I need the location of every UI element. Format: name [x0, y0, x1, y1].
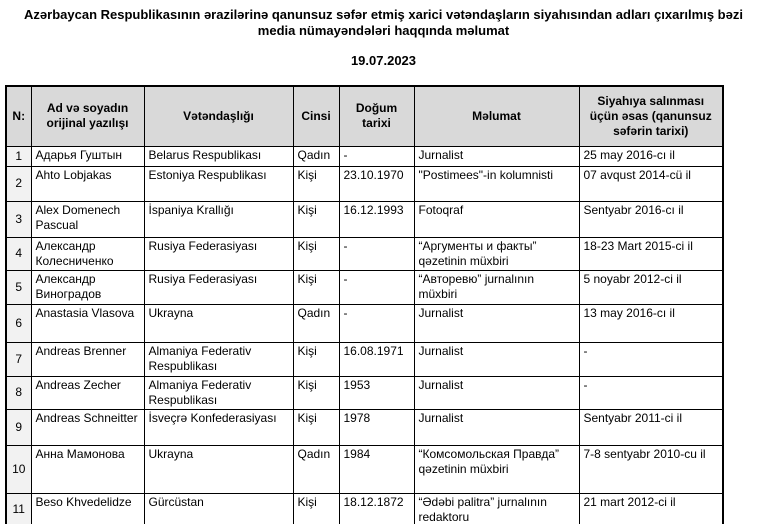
table-row [6, 493, 723, 524]
cell-gender: Kişi [293, 166, 339, 201]
cell-info: “Ədəbi palitra” jurnalının redaktoru [414, 493, 579, 524]
table-row [6, 342, 723, 376]
cell-gender: Kişi [293, 409, 339, 445]
cell-n: 9 [6, 409, 31, 445]
cell-gender: Qadın [293, 146, 339, 166]
cell-gender: Kişi [293, 493, 339, 524]
cell-dob: - [339, 237, 414, 270]
cell-info: “Комсомольская Правда” qəzetinin müxbiri [414, 445, 579, 493]
cell-gender: Kişi [293, 237, 339, 270]
column-header-name: Ad və soyadın orijinal yazılışı [31, 86, 144, 146]
cell-basis: - [579, 376, 723, 409]
cell-n: 3 [6, 201, 31, 237]
cell-dob: - [339, 270, 414, 304]
cell-dob: 1984 [339, 445, 414, 493]
document-date: 19.07.2023 [350, 53, 417, 68]
cell-citizenship: Estoniya Respublikası [144, 166, 293, 201]
table-row [6, 201, 723, 237]
cell-info: “Авторевю” jurnalının müxbiri [414, 270, 579, 304]
cell-dob: - [339, 304, 414, 342]
cell-dob: 16.12.1993 [339, 201, 414, 237]
cell-info: “Аргументы и факты” qəzetinin müxbiri [414, 237, 579, 270]
cell-info: Jurnalist [414, 376, 579, 409]
cell-info: Jurnalist [414, 146, 579, 166]
cell-name: Anastasia Vlasova [31, 304, 144, 342]
cell-gender: Qadın [293, 445, 339, 493]
cell-name: Andreas Brenner [31, 342, 144, 376]
table-row [6, 376, 723, 409]
cell-basis: Sentyabr 2011-ci il [579, 409, 723, 445]
cell-basis: - [579, 342, 723, 376]
cell-n: 10 [6, 445, 31, 493]
table-row [6, 445, 723, 493]
cell-gender: Kişi [293, 376, 339, 409]
cell-n: 7 [6, 342, 31, 376]
cell-info: Jurnalist [414, 304, 579, 342]
cell-citizenship: Ukrayna [144, 445, 293, 493]
media-representatives-table [5, 85, 724, 524]
cell-info: Fotoqraf [414, 201, 579, 237]
cell-n: 5 [6, 270, 31, 304]
table-row [6, 270, 723, 304]
cell-basis: 18-23 Mart 2015-ci il [579, 237, 723, 270]
cell-name: Александр Колесниченко [31, 237, 144, 270]
table-row [6, 146, 723, 166]
cell-dob: 16.08.1971 [339, 342, 414, 376]
table-row [6, 237, 723, 270]
table-row [6, 409, 723, 445]
cell-basis: 21 mart 2012-ci il [579, 493, 723, 524]
table-row [6, 304, 723, 342]
cell-basis: 5 noyabr 2012-ci il [579, 270, 723, 304]
document-title: Azərbaycan Respublikasının ərazilərinə qanunsuz səfər etmiş xarici vətəndaşların siyahısından adları çıxarılmış bəzi media nümayəndələri haqqında məlumat [24, 7, 743, 38]
cell-citizenship: İsveçrə Konfederasiyası [144, 409, 293, 445]
column-header-dob: Doğum tarixi [339, 86, 414, 146]
cell-basis: 07 avqust 2014-cü il [579, 166, 723, 201]
cell-name: Beso Khvedelidze [31, 493, 144, 524]
cell-info: Jurnalist [414, 409, 579, 445]
cell-dob: - [339, 146, 414, 166]
cell-n: 6 [6, 304, 31, 342]
column-header-basis: Siyahıya salınması üçün əsas (qanunsuz səfərin tarixi) [579, 86, 723, 146]
column-header-gender: Cinsi [293, 86, 339, 146]
cell-citizenship: İspaniya Krallığı [144, 201, 293, 237]
cell-n: 8 [6, 376, 31, 409]
column-header-n: N: [6, 86, 31, 146]
cell-citizenship: Gürcüstan [144, 493, 293, 524]
table-header-row [6, 86, 723, 146]
cell-basis: 13 may 2016-cı il [579, 304, 723, 342]
cell-gender: Kişi [293, 270, 339, 304]
cell-name: Адарья Гуштын [31, 146, 144, 166]
cell-basis: Sentyabr 2016-cı il [579, 201, 723, 237]
cell-basis: 7-8 sentyabr 2010-cu il [579, 445, 723, 493]
cell-citizenship: Almaniya Federativ Respublikası [144, 376, 293, 409]
cell-n: 4 [6, 237, 31, 270]
cell-gender: Qadın [293, 304, 339, 342]
cell-dob: 1978 [339, 409, 414, 445]
cell-basis: 25 may 2016-cı il [579, 146, 723, 166]
cell-n: 1 [6, 146, 31, 166]
column-header-citizenship: Vətəndaşlığı [144, 86, 293, 146]
cell-info: "Postimees"-in kolumnisti [414, 166, 579, 201]
cell-dob: 23.10.1970 [339, 166, 414, 201]
column-header-info: Məlumat [414, 86, 579, 146]
cell-dob: 18.12.1872 [339, 493, 414, 524]
cell-info: Jurnalist [414, 342, 579, 376]
cell-citizenship: Rusiya Federasiyası [144, 237, 293, 270]
cell-n: 11 [6, 493, 31, 524]
cell-citizenship: Almaniya Federativ Respublikası [144, 342, 293, 376]
cell-name: Andreas Schneitter [31, 409, 144, 445]
table-row [6, 166, 723, 201]
cell-name: Andreas Zecher [31, 376, 144, 409]
cell-name: Александр Виноградов [31, 270, 144, 304]
cell-citizenship: Rusiya Federasiyası [144, 270, 293, 304]
cell-n: 2 [6, 166, 31, 201]
cell-citizenship: Ukrayna [144, 304, 293, 342]
cell-gender: Kişi [293, 342, 339, 376]
cell-name: Анна Мамонова [31, 445, 144, 493]
cell-gender: Kişi [293, 201, 339, 237]
cell-dob: 1953 [339, 376, 414, 409]
cell-citizenship: Belarus Respublikası [144, 146, 293, 166]
cell-name: Alex Domenech Pascual [31, 201, 144, 237]
cell-name: Ahto Lobjakas [31, 166, 144, 201]
